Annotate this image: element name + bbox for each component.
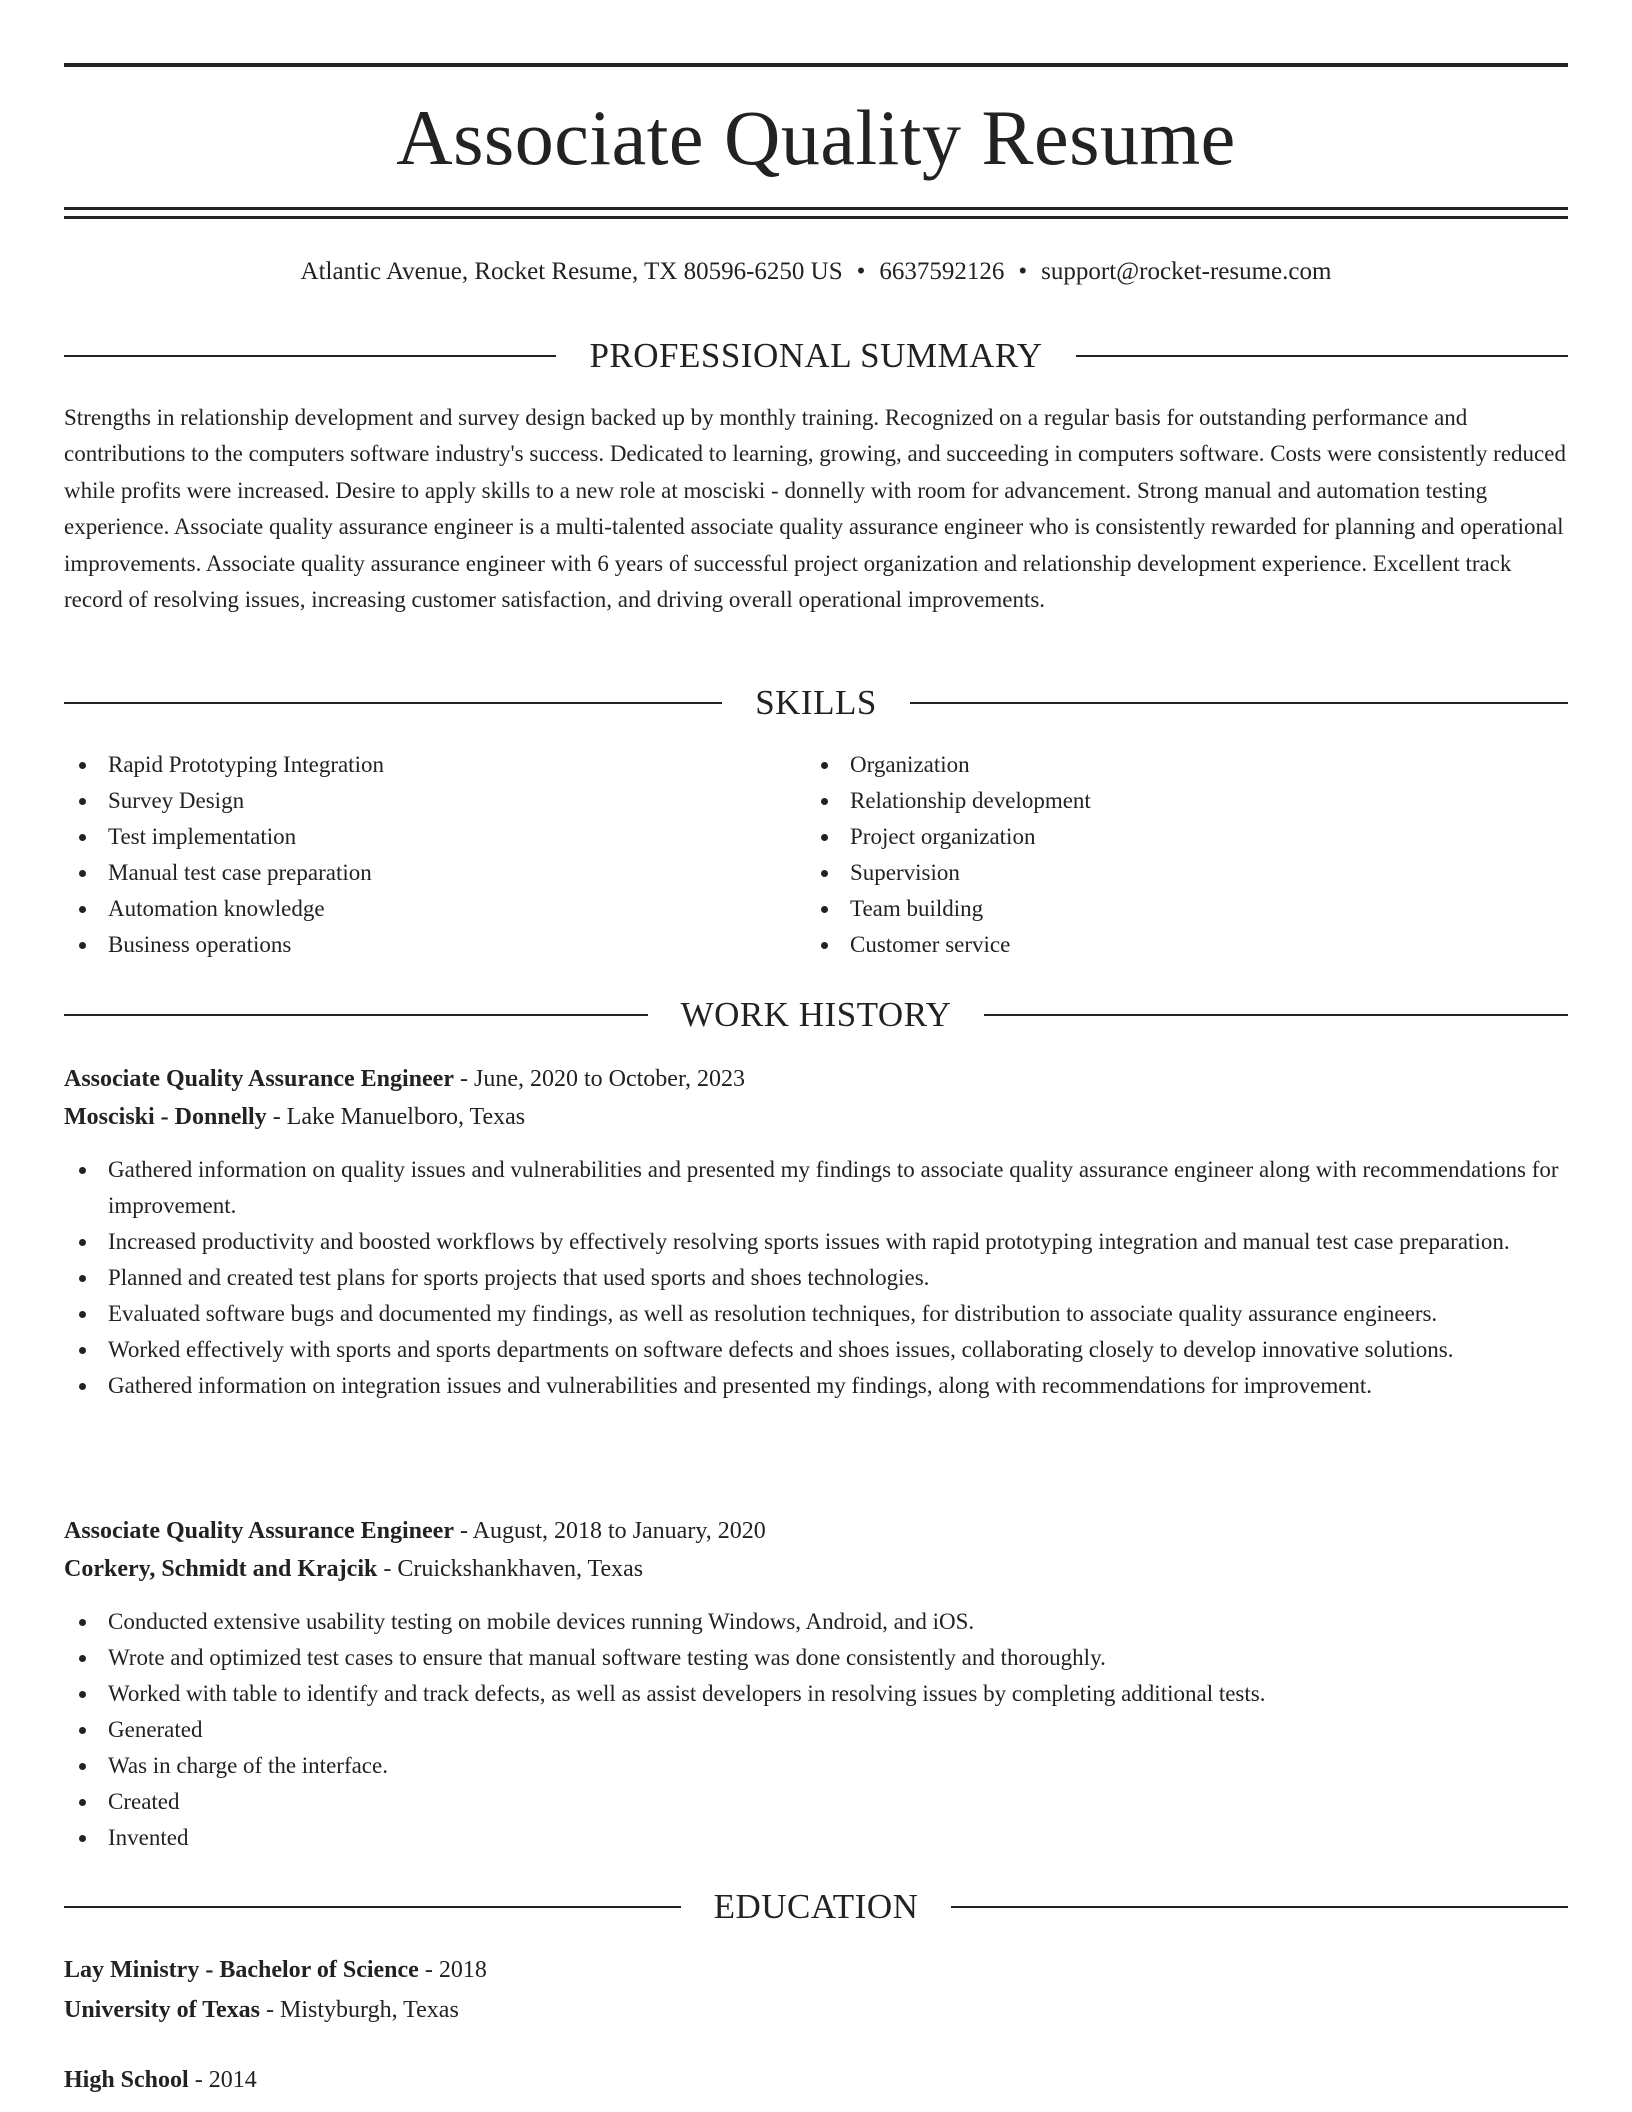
- list-item: Planned and created test plans for sports projects that used sports and shoes technologies.: [64, 1260, 1568, 1296]
- contact-email[interactable]: support@rocket-resume.com: [1041, 258, 1332, 285]
- education-degree-line: [64, 1952, 1568, 1988]
- job-title: Associate Quality Assurance Engineer: [64, 1518, 454, 1544]
- job-company-line: [64, 1099, 1568, 1135]
- heading-rule: [64, 1906, 681, 1908]
- list-item: Worked with table to identify and track defects, as well as assist developers in resolving issues by completing additional tests.: [64, 1676, 1568, 1712]
- list-item: Supervision: [806, 855, 1506, 891]
- work-heading: [64, 991, 1568, 1039]
- education-degree: Lay Ministry - Bachelor of Science: [64, 1957, 419, 1983]
- list-item: Manual test case preparation: [64, 855, 764, 891]
- section-title: EDUCATION: [713, 1887, 919, 1926]
- list-item: Invented: [64, 1820, 1568, 1856]
- heading-rule: [64, 702, 722, 704]
- education-location: - Mistyburgh, Texas: [260, 1997, 459, 2023]
- job-title-line: [64, 1061, 1568, 1097]
- list-item: Survey Design: [64, 783, 764, 819]
- list-item: Gathered information on quality issues and vulnerabilities and presented my findings to associate quality assurance engineer along with recommendations for improvement.: [64, 1152, 1568, 1224]
- list-item: Rapid Prototyping Integration: [64, 747, 764, 783]
- job-company: Corkery, Schmidt and Krajcik: [64, 1556, 378, 1582]
- list-item: Project organization: [806, 819, 1506, 855]
- skills-list-right: [806, 747, 1506, 963]
- list-item: Relationship development: [806, 783, 1506, 819]
- list-item: Evaluated software bugs and documented my findings, as well as resolution techniques, for distribution to associate quality assurance engineers.: [64, 1296, 1568, 1332]
- job-bullets: [64, 1604, 1568, 1856]
- education-year: - 2018: [418, 1957, 487, 1983]
- section-title: PROFESSIONAL SUMMARY: [589, 336, 1043, 375]
- title-rule-lower: [64, 216, 1568, 219]
- job-location: - Lake Manuelboro, Texas: [266, 1104, 526, 1130]
- education-school: University of Texas: [64, 1997, 261, 2023]
- list-item: Team building: [806, 891, 1506, 927]
- list-item: Increased productivity and boosted workflows by effectively resolving sports issues with rapid prototyping integration and manual test case preparation.: [64, 1224, 1568, 1260]
- top-rule: [64, 63, 1568, 67]
- summary-text: Strengths in relationship development and survey design backed up by monthly training. Recognized on a regular basis for outstanding performance and contributions to the computers software industry's success. Dedicated to learning, growing, and succeeding in computers software. Costs were consistently reduced while profits were increased. Desire to apply skills to a new role at mosciski - donnelly with room for advancement. Strong manual and automation testing experience. Associate quality assurance engineer is a multi-talented associate quality assurance engineer who is consistently rewarded for planning and operational improvements. Associate quality assurance engineer with 6 years of successful project organization and relationship development experience. Excellent track record of resolving issues, increasing customer satisfaction, and driving overall operational improvements.: [64, 405, 1566, 613]
- education-school-line: [64, 1992, 1568, 2028]
- heading-rule: [910, 702, 1568, 704]
- education-year: - 2014: [188, 2067, 257, 2093]
- skills-heading: [64, 679, 1568, 727]
- list-item: Gathered information on integration issues and vulnerabilities and presented my findings, along with recommendations for improvement.: [64, 1368, 1568, 1404]
- list-item: Organization: [806, 747, 1506, 783]
- summary-heading: [64, 332, 1568, 380]
- education-heading: [64, 1883, 1568, 1931]
- job-dates: - June, 2020 to October, 2023: [454, 1066, 745, 1092]
- job-bullets: [64, 1152, 1568, 1404]
- education-degree-line: [64, 2062, 1568, 2098]
- title-rule-upper: [64, 207, 1568, 210]
- list-item: Business operations: [64, 927, 764, 963]
- education-degree: High School: [64, 2067, 189, 2093]
- heading-rule: [951, 1906, 1568, 1908]
- list-item: Generated: [64, 1712, 1568, 1748]
- heading-rule: [64, 355, 556, 357]
- job-title: Associate Quality Assurance Engineer: [64, 1066, 454, 1092]
- job-company: Mosciski - Donnelly: [64, 1104, 267, 1130]
- list-item: Wrote and optimized test cases to ensure that manual software testing was done consistently and thoroughly.: [64, 1640, 1568, 1676]
- contact-line: [64, 254, 1568, 290]
- list-item: Test implementation: [64, 819, 764, 855]
- list-item: Automation knowledge: [64, 891, 764, 927]
- list-item: Conducted extensive usability testing on mobile devices running Windows, Android, and iOS.: [64, 1604, 1568, 1640]
- job-location: - Cruickshankhaven, Texas: [377, 1556, 644, 1582]
- contact-phone: 6637592126: [879, 258, 1005, 285]
- section-title: SKILLS: [755, 683, 877, 722]
- job-dates: - August, 2018 to January, 2020: [454, 1518, 766, 1544]
- list-item: Customer service: [806, 927, 1506, 963]
- job-company-line: [64, 1551, 1568, 1587]
- list-item: Was in charge of the interface.: [64, 1748, 1568, 1784]
- list-item: Worked effectively with sports and sports departments on software defects and shoes issues, collaborating closely to develop innovative solutions.: [64, 1332, 1568, 1368]
- resume-title: Associate Quality Resume: [396, 94, 1236, 181]
- job-title-line: [64, 1513, 1568, 1549]
- heading-rule: [984, 1014, 1568, 1016]
- section-title: WORK HISTORY: [680, 995, 952, 1034]
- heading-rule: [1076, 355, 1568, 357]
- contact-separator: •: [1018, 258, 1028, 285]
- contact-separator: •: [856, 258, 866, 285]
- contact-address: Atlantic Avenue, Rocket Resume, TX 80596-6250 US: [300, 258, 843, 285]
- skills-list-left: [64, 747, 764, 963]
- heading-rule: [64, 1014, 648, 1016]
- list-item: Created: [64, 1784, 1568, 1820]
